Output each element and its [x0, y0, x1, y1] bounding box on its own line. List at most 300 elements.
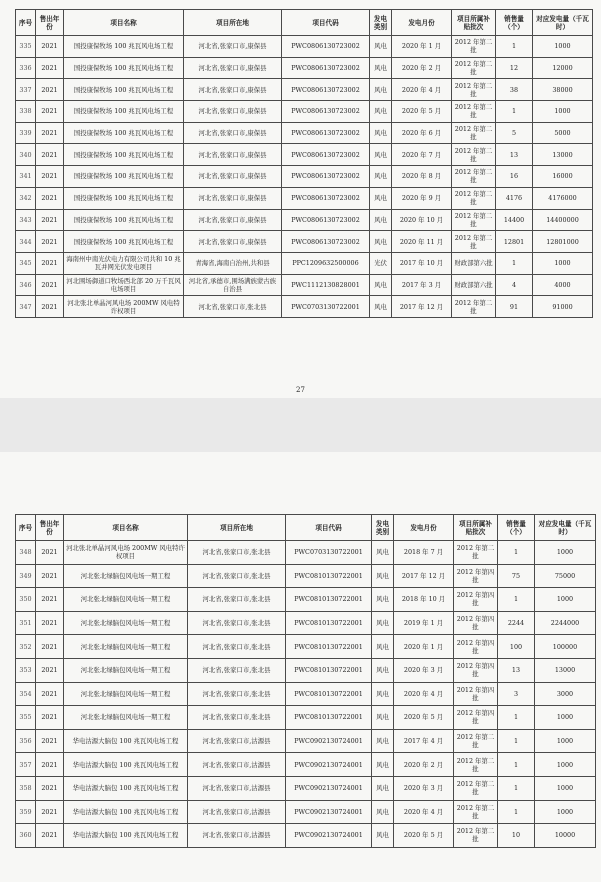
cell-subsidy-batch: 2012 年第四批	[454, 706, 498, 730]
cell-sale-year: 2021	[36, 274, 64, 296]
page-number: 27	[296, 386, 305, 394]
table-row	[16, 101, 593, 123]
cell-project-code: PWC0806130723002	[282, 79, 370, 101]
header-energy: 对应发电量（千瓦时）	[535, 515, 596, 541]
table-row	[16, 541, 596, 565]
cell-sales-qty: 1	[496, 252, 533, 274]
cell-gen-month: 2017 年 4 月	[394, 729, 454, 753]
cell-subsidy-batch: 2012 年第二批	[452, 209, 496, 231]
cell-energy: 1000	[535, 706, 596, 730]
cell-gen-type: 风电	[372, 800, 394, 824]
cell-sale-year: 2021	[36, 144, 64, 166]
table-row	[16, 144, 593, 166]
cell-location: 河北省,承德市,围场满族蒙古族自治县	[184, 274, 282, 296]
cell-seq: 340	[16, 144, 36, 166]
header-location: 项目所在地	[184, 10, 282, 36]
cell-sales-qty: 1	[498, 706, 535, 730]
header-location: 项目所在地	[188, 515, 286, 541]
cell-sale-year: 2021	[36, 611, 64, 635]
header-gen-type: 发电类别	[372, 515, 394, 541]
table-row	[16, 252, 593, 274]
cell-gen-month: 2020 年 4 月	[394, 682, 454, 706]
cell-sales-qty: 12801	[496, 231, 533, 253]
header-subsidy-batch: 项目所属补贴批次	[452, 10, 496, 36]
cell-project-name: 河北张北绿脑包风电场一期工程	[64, 564, 188, 588]
cell-project-code: PWC0806130723002	[282, 101, 370, 123]
cell-project-name: 河北围场御道口牧场西北部 20 万千瓦风电场项目	[64, 274, 184, 296]
cell-project-code: PWC0810130722001	[286, 635, 372, 659]
cell-project-code: PWC0806130723002	[282, 57, 370, 79]
header-gen-type: 发电类别	[370, 10, 392, 36]
cell-sales-qty: 2244	[498, 611, 535, 635]
cell-project-name: 华电沽源大脑包 100 兆瓦风电场工程	[64, 776, 188, 800]
cell-sale-year: 2021	[36, 729, 64, 753]
cell-energy: 12801000	[533, 231, 593, 253]
cell-project-name: 国投康保牧场 100 兆瓦风电场工程	[64, 101, 184, 123]
cell-energy: 100000	[535, 635, 596, 659]
cell-sale-year: 2021	[36, 166, 64, 188]
cell-sales-qty: 3	[498, 682, 535, 706]
cell-subsidy-batch: 2012 年第二批	[452, 79, 496, 101]
cell-subsidy-batch: 2012 年第四批	[454, 564, 498, 588]
cell-gen-month: 2020 年 1 月	[392, 36, 452, 58]
cell-project-code: PWC0806130723002	[282, 209, 370, 231]
cell-seq: 347	[16, 296, 36, 318]
cell-energy: 1000	[533, 252, 593, 274]
cell-subsidy-batch: 2012 年第二批	[452, 166, 496, 188]
cell-location: 河北省,张家口市,张北县	[188, 541, 286, 565]
cell-location: 河北省,张家口市,张北县	[188, 564, 286, 588]
cell-seq: 346	[16, 274, 36, 296]
table-row	[16, 187, 593, 209]
cell-seq: 341	[16, 166, 36, 188]
cell-location: 河北省,张家口市,康保县	[184, 231, 282, 253]
cell-subsidy-batch: 2012 年第二批	[452, 296, 496, 318]
cell-gen-type: 风电	[370, 57, 392, 79]
cell-gen-month: 2020 年 9 月	[392, 187, 452, 209]
cell-sales-qty: 1	[498, 729, 535, 753]
cell-sale-year: 2021	[36, 209, 64, 231]
cell-gen-month: 2020 年 4 月	[394, 800, 454, 824]
cell-energy: 38000	[533, 79, 593, 101]
cell-project-name: 国投康保牧场 100 兆瓦风电场工程	[64, 231, 184, 253]
header-sale-year: 售出年份	[36, 515, 64, 541]
cell-gen-month: 2020 年 11 月	[392, 231, 452, 253]
cell-location: 河北省,张家口市,沽源县	[188, 800, 286, 824]
cell-sale-year: 2021	[36, 800, 64, 824]
cell-subsidy-batch: 2012 年第二批	[452, 122, 496, 144]
cell-gen-month: 2020 年 7 月	[392, 144, 452, 166]
cell-project-name: 河北张北单晶河风电场 200MW 风电特许权项目	[64, 541, 188, 565]
cell-location: 青海省,海南自治州,共和县	[184, 252, 282, 274]
cell-location: 河北省,张家口市,康保县	[184, 187, 282, 209]
header-gen-month: 发电月份	[392, 10, 452, 36]
cell-location: 河北省,张家口市,康保县	[184, 101, 282, 123]
cell-project-name: 河北张北单晶河风电场 200MW 风电特许权项目	[64, 296, 184, 318]
cell-gen-month: 2020 年 6 月	[392, 122, 452, 144]
cell-sale-year: 2021	[36, 588, 64, 612]
cell-energy: 1000	[535, 800, 596, 824]
cell-sales-qty: 10	[498, 824, 535, 848]
cell-seq: 335	[16, 36, 36, 58]
table-row	[16, 800, 596, 824]
cell-gen-month: 2017 年 12 月	[394, 564, 454, 588]
cell-gen-type: 风电	[370, 187, 392, 209]
cell-energy: 13000	[533, 144, 593, 166]
cell-location: 河北省,张家口市,张北县	[188, 588, 286, 612]
cell-subsidy-batch: 2012 年第四批	[454, 611, 498, 635]
cell-seq: 356	[16, 729, 36, 753]
cell-location: 河北省,张家口市,康保县	[184, 209, 282, 231]
header-project-name: 项目名称	[64, 10, 184, 36]
cell-gen-type: 风电	[372, 588, 394, 612]
cell-project-code: PWC0810130722001	[286, 611, 372, 635]
cell-subsidy-batch: 2012 年第二批	[454, 729, 498, 753]
cell-sales-qty: 12	[496, 57, 533, 79]
cell-project-code: PWC0902130724001	[286, 776, 372, 800]
cell-location: 河北省,张家口市,康保县	[184, 79, 282, 101]
cell-project-code: PWC0902130724001	[286, 753, 372, 777]
cell-sales-qty: 5	[496, 122, 533, 144]
cell-location: 河北省,张家口市,沽源县	[188, 729, 286, 753]
cell-gen-type: 风电	[372, 706, 394, 730]
cell-gen-month: 2020 年 10 月	[392, 209, 452, 231]
cell-gen-type: 风电	[372, 824, 394, 848]
cell-project-name: 华电沽源大脑包 100 兆瓦风电场工程	[64, 800, 188, 824]
table-row	[16, 635, 596, 659]
cell-subsidy-batch: 2012 年第二批	[454, 753, 498, 777]
cell-location: 河北省,张家口市,沽源县	[188, 753, 286, 777]
cell-sale-year: 2021	[36, 706, 64, 730]
header-sales-qty: 销售量（个）	[496, 10, 533, 36]
cell-sale-year: 2021	[36, 824, 64, 848]
cell-subsidy-batch: 2012 年第二批	[452, 144, 496, 166]
cell-gen-month: 2018 年 10 月	[394, 588, 454, 612]
table-row	[16, 682, 596, 706]
sales-table-page-1	[15, 9, 593, 318]
cell-energy: 12000	[533, 57, 593, 79]
cell-subsidy-batch: 2012 年第二批	[452, 231, 496, 253]
header-project-name: 项目名称	[64, 515, 188, 541]
cell-sales-qty: 75	[498, 564, 535, 588]
cell-location: 河北省,张家口市,康保县	[184, 57, 282, 79]
cell-gen-type: 风电	[372, 541, 394, 565]
cell-energy: 91000	[533, 296, 593, 318]
cell-location: 河北省,张家口市,张北县	[184, 296, 282, 318]
cell-energy: 1000	[533, 101, 593, 123]
cell-seq: 343	[16, 209, 36, 231]
cell-sale-year: 2021	[36, 231, 64, 253]
cell-project-code: PWC0806130723002	[282, 231, 370, 253]
cell-location: 河北省,张家口市,张北县	[188, 682, 286, 706]
cell-subsidy-batch: 2012 年第二批	[452, 101, 496, 123]
cell-subsidy-batch: 2012 年第二批	[454, 776, 498, 800]
cell-seq: 339	[16, 122, 36, 144]
cell-energy: 1000	[535, 541, 596, 565]
header-seq: 序号	[16, 10, 36, 36]
cell-location: 河北省,张家口市,康保县	[184, 122, 282, 144]
cell-project-code: PPC1209632500006	[282, 252, 370, 274]
cell-sales-qty: 4176	[496, 187, 533, 209]
cell-location: 河北省,张家口市,张北县	[188, 611, 286, 635]
cell-project-code: PWC0810130722001	[286, 564, 372, 588]
cell-sale-year: 2021	[36, 541, 64, 565]
cell-seq: 352	[16, 635, 36, 659]
table-row	[16, 231, 593, 253]
cell-project-code: PWC1112130828001	[282, 274, 370, 296]
table-row	[16, 611, 596, 635]
cell-energy: 4000	[533, 274, 593, 296]
cell-sales-qty: 91	[496, 296, 533, 318]
header-sale-year: 售出年份	[36, 10, 64, 36]
cell-seq: 353	[16, 658, 36, 682]
cell-gen-month: 2017 年 12 月	[392, 296, 452, 318]
cell-energy: 3000	[535, 682, 596, 706]
cell-project-code: PWC0810130722001	[286, 658, 372, 682]
cell-gen-type: 风电	[370, 166, 392, 188]
table-row	[16, 166, 593, 188]
cell-energy: 5000	[533, 122, 593, 144]
cell-sales-qty: 1	[498, 800, 535, 824]
cell-sales-qty: 1	[498, 541, 535, 565]
table-row	[16, 57, 593, 79]
cell-project-code: PWC0810130722001	[286, 588, 372, 612]
cell-gen-type: 风电	[370, 79, 392, 101]
cell-sale-year: 2021	[36, 36, 64, 58]
cell-subsidy-batch: 2012 年第二批	[454, 824, 498, 848]
cell-gen-type: 风电	[370, 101, 392, 123]
cell-gen-type: 风电	[372, 564, 394, 588]
cell-project-name: 海南州中南光伏电力有限公司共和 10 兆瓦并网光伏发电项目	[64, 252, 184, 274]
cell-subsidy-batch: 财政部第六批	[452, 252, 496, 274]
cell-gen-type: 风电	[370, 122, 392, 144]
cell-sales-qty: 4	[496, 274, 533, 296]
cell-energy: 10000	[535, 824, 596, 848]
cell-seq: 337	[16, 79, 36, 101]
cell-sale-year: 2021	[36, 101, 64, 123]
cell-sale-year: 2021	[36, 753, 64, 777]
cell-location: 河北省,张家口市,沽源县	[188, 776, 286, 800]
table-row	[16, 706, 596, 730]
cell-sales-qty: 1	[498, 776, 535, 800]
cell-seq: 354	[16, 682, 36, 706]
cell-project-name: 国投康保牧场 100 兆瓦风电场工程	[64, 36, 184, 58]
cell-seq: 358	[16, 776, 36, 800]
cell-subsidy-batch: 2012 年第四批	[454, 682, 498, 706]
cell-sales-qty: 16	[496, 166, 533, 188]
cell-gen-month: 2020 年 4 月	[392, 79, 452, 101]
cell-project-name: 河北张北绿脑包风电场一期工程	[64, 588, 188, 612]
header-subsidy-batch: 项目所属补贴批次	[454, 515, 498, 541]
table-row	[16, 274, 593, 296]
cell-gen-month: 2020 年 8 月	[392, 166, 452, 188]
cell-seq: 360	[16, 824, 36, 848]
cell-subsidy-batch: 2012 年第二批	[452, 187, 496, 209]
cell-sale-year: 2021	[36, 79, 64, 101]
cell-gen-type: 风电	[372, 635, 394, 659]
cell-energy: 4176000	[533, 187, 593, 209]
table-header-row	[16, 515, 596, 541]
header-project-code: 项目代码	[286, 515, 372, 541]
cell-sale-year: 2021	[36, 564, 64, 588]
cell-project-code: PWC0703130722001	[282, 296, 370, 318]
cell-gen-month: 2017 年 10 月	[392, 252, 452, 274]
cell-seq: 351	[16, 611, 36, 635]
cell-energy: 75000	[535, 564, 596, 588]
table-row	[16, 729, 596, 753]
cell-gen-month: 2020 年 5 月	[394, 824, 454, 848]
cell-project-code: PWC0902130724001	[286, 824, 372, 848]
table-header-row	[16, 10, 593, 36]
table-row	[16, 588, 596, 612]
cell-sales-qty: 1	[498, 588, 535, 612]
cell-gen-type: 风电	[372, 611, 394, 635]
cell-energy: 1000	[533, 36, 593, 58]
cell-energy: 14400000	[533, 209, 593, 231]
cell-seq: 357	[16, 753, 36, 777]
cell-sale-year: 2021	[36, 252, 64, 274]
cell-location: 河北省,张家口市,康保县	[184, 36, 282, 58]
cell-subsidy-batch: 2012 年第四批	[454, 588, 498, 612]
cell-location: 河北省,张家口市,康保县	[184, 166, 282, 188]
cell-project-code: PWC0902130724001	[286, 729, 372, 753]
cell-seq: 355	[16, 706, 36, 730]
cell-gen-type: 风电	[372, 658, 394, 682]
cell-project-name: 河北张北绿脑包风电场一期工程	[64, 706, 188, 730]
cell-project-name: 国投康保牧场 100 兆瓦风电场工程	[64, 122, 184, 144]
cell-gen-month: 2020 年 5 月	[394, 706, 454, 730]
cell-gen-month: 2020 年 2 月	[394, 753, 454, 777]
cell-project-name: 国投康保牧场 100 兆瓦风电场工程	[64, 57, 184, 79]
cell-gen-type: 风电	[370, 231, 392, 253]
cell-subsidy-batch: 2012 年第二批	[452, 36, 496, 58]
cell-gen-type: 光伏	[370, 252, 392, 274]
cell-location: 河北省,张家口市,康保县	[184, 144, 282, 166]
table-row	[16, 36, 593, 58]
cell-seq: 345	[16, 252, 36, 274]
cell-gen-type: 风电	[372, 729, 394, 753]
cell-energy: 13000	[535, 658, 596, 682]
cell-gen-type: 风电	[370, 36, 392, 58]
cell-sale-year: 2021	[36, 187, 64, 209]
cell-gen-month: 2020 年 1 月	[394, 635, 454, 659]
cell-project-code: PWC0810130722001	[286, 682, 372, 706]
cell-project-code: PWC0806130723002	[282, 166, 370, 188]
cell-project-code: PWC0810130722001	[286, 706, 372, 730]
cell-seq: 344	[16, 231, 36, 253]
cell-gen-type: 风电	[372, 682, 394, 706]
cell-project-name: 华电沽源大脑包 100 兆瓦风电场工程	[64, 824, 188, 848]
cell-energy: 1000	[535, 588, 596, 612]
cell-gen-month: 2020 年 2 月	[392, 57, 452, 79]
cell-sale-year: 2021	[36, 776, 64, 800]
cell-subsidy-batch: 2012 年第二批	[454, 541, 498, 565]
header-energy: 对应发电量（千瓦时）	[533, 10, 593, 36]
cell-project-name: 国投康保牧场 100 兆瓦风电场工程	[64, 79, 184, 101]
cell-energy: 16000	[533, 166, 593, 188]
cell-gen-type: 风电	[370, 209, 392, 231]
cell-project-code: PWC0806130723002	[282, 187, 370, 209]
cell-sales-qty: 38	[496, 79, 533, 101]
header-sales-qty: 销售量（个）	[498, 515, 535, 541]
cell-subsidy-batch: 财政部第六批	[452, 274, 496, 296]
cell-sales-qty: 14400	[496, 209, 533, 231]
table-row	[16, 824, 596, 848]
cell-sale-year: 2021	[36, 658, 64, 682]
header-project-code: 项目代码	[282, 10, 370, 36]
cell-sale-year: 2021	[36, 635, 64, 659]
cell-project-code: PWC0703130722001	[286, 541, 372, 565]
header-seq: 序号	[16, 515, 36, 541]
cell-gen-type: 风电	[372, 776, 394, 800]
cell-seq: 350	[16, 588, 36, 612]
cell-seq: 338	[16, 101, 36, 123]
cell-gen-type: 风电	[370, 144, 392, 166]
cell-project-name: 河北张北绿脑包风电场一期工程	[64, 635, 188, 659]
cell-gen-month: 2017 年 3 月	[392, 274, 452, 296]
cell-project-name: 国投康保牧场 100 兆瓦风电场工程	[64, 144, 184, 166]
cell-project-name: 华电沽源大脑包 100 兆瓦风电场工程	[64, 753, 188, 777]
cell-project-name: 国投康保牧场 100 兆瓦风电场工程	[64, 187, 184, 209]
cell-sales-qty: 1	[496, 101, 533, 123]
cell-location: 河北省,张家口市,张北县	[188, 706, 286, 730]
cell-sale-year: 2021	[36, 57, 64, 79]
table-row	[16, 564, 596, 588]
cell-project-code: PWC0806130723002	[282, 36, 370, 58]
header-gen-month: 发电月份	[394, 515, 454, 541]
cell-energy: 1000	[535, 729, 596, 753]
cell-subsidy-batch: 2012 年第四批	[454, 658, 498, 682]
cell-sale-year: 2021	[36, 296, 64, 318]
cell-seq: 349	[16, 564, 36, 588]
cell-location: 河北省,张家口市,张北县	[188, 635, 286, 659]
cell-subsidy-batch: 2012 年第四批	[454, 635, 498, 659]
cell-sales-qty: 1	[498, 753, 535, 777]
cell-seq: 348	[16, 541, 36, 565]
cell-seq: 342	[16, 187, 36, 209]
cell-sales-qty: 100	[498, 635, 535, 659]
cell-gen-type: 风电	[370, 274, 392, 296]
table-row	[16, 753, 596, 777]
cell-gen-month: 2018 年 7 月	[394, 541, 454, 565]
cell-project-name: 河北张北绿脑包风电场一期工程	[64, 682, 188, 706]
cell-project-name: 河北张北绿脑包风电场一期工程	[64, 658, 188, 682]
cell-sales-qty: 13	[496, 144, 533, 166]
table-row	[16, 776, 596, 800]
cell-gen-month: 2020 年 3 月	[394, 776, 454, 800]
cell-subsidy-batch: 2012 年第二批	[454, 800, 498, 824]
table-row	[16, 79, 593, 101]
cell-seq: 359	[16, 800, 36, 824]
cell-project-name: 河北张北绿脑包风电场一期工程	[64, 611, 188, 635]
cell-sale-year: 2021	[36, 682, 64, 706]
cell-project-code: PWC0902130724001	[286, 800, 372, 824]
cell-project-name: 国投康保牧场 100 兆瓦风电场工程	[64, 166, 184, 188]
cell-project-name: 国投康保牧场 100 兆瓦风电场工程	[64, 209, 184, 231]
cell-project-name: 华电沽源大脑包 100 兆瓦风电场工程	[64, 729, 188, 753]
cell-gen-month: 2019 年 1 月	[394, 611, 454, 635]
cell-subsidy-batch: 2012 年第二批	[452, 57, 496, 79]
cell-sales-qty: 13	[498, 658, 535, 682]
cell-sale-year: 2021	[36, 122, 64, 144]
cell-project-code: PWC0806130723002	[282, 144, 370, 166]
cell-energy: 1000	[535, 753, 596, 777]
cell-gen-month: 2020 年 5 月	[392, 101, 452, 123]
cell-gen-type: 风电	[372, 753, 394, 777]
cell-gen-month: 2020 年 3 月	[394, 658, 454, 682]
cell-energy: 1000	[535, 776, 596, 800]
table-row	[16, 209, 593, 231]
